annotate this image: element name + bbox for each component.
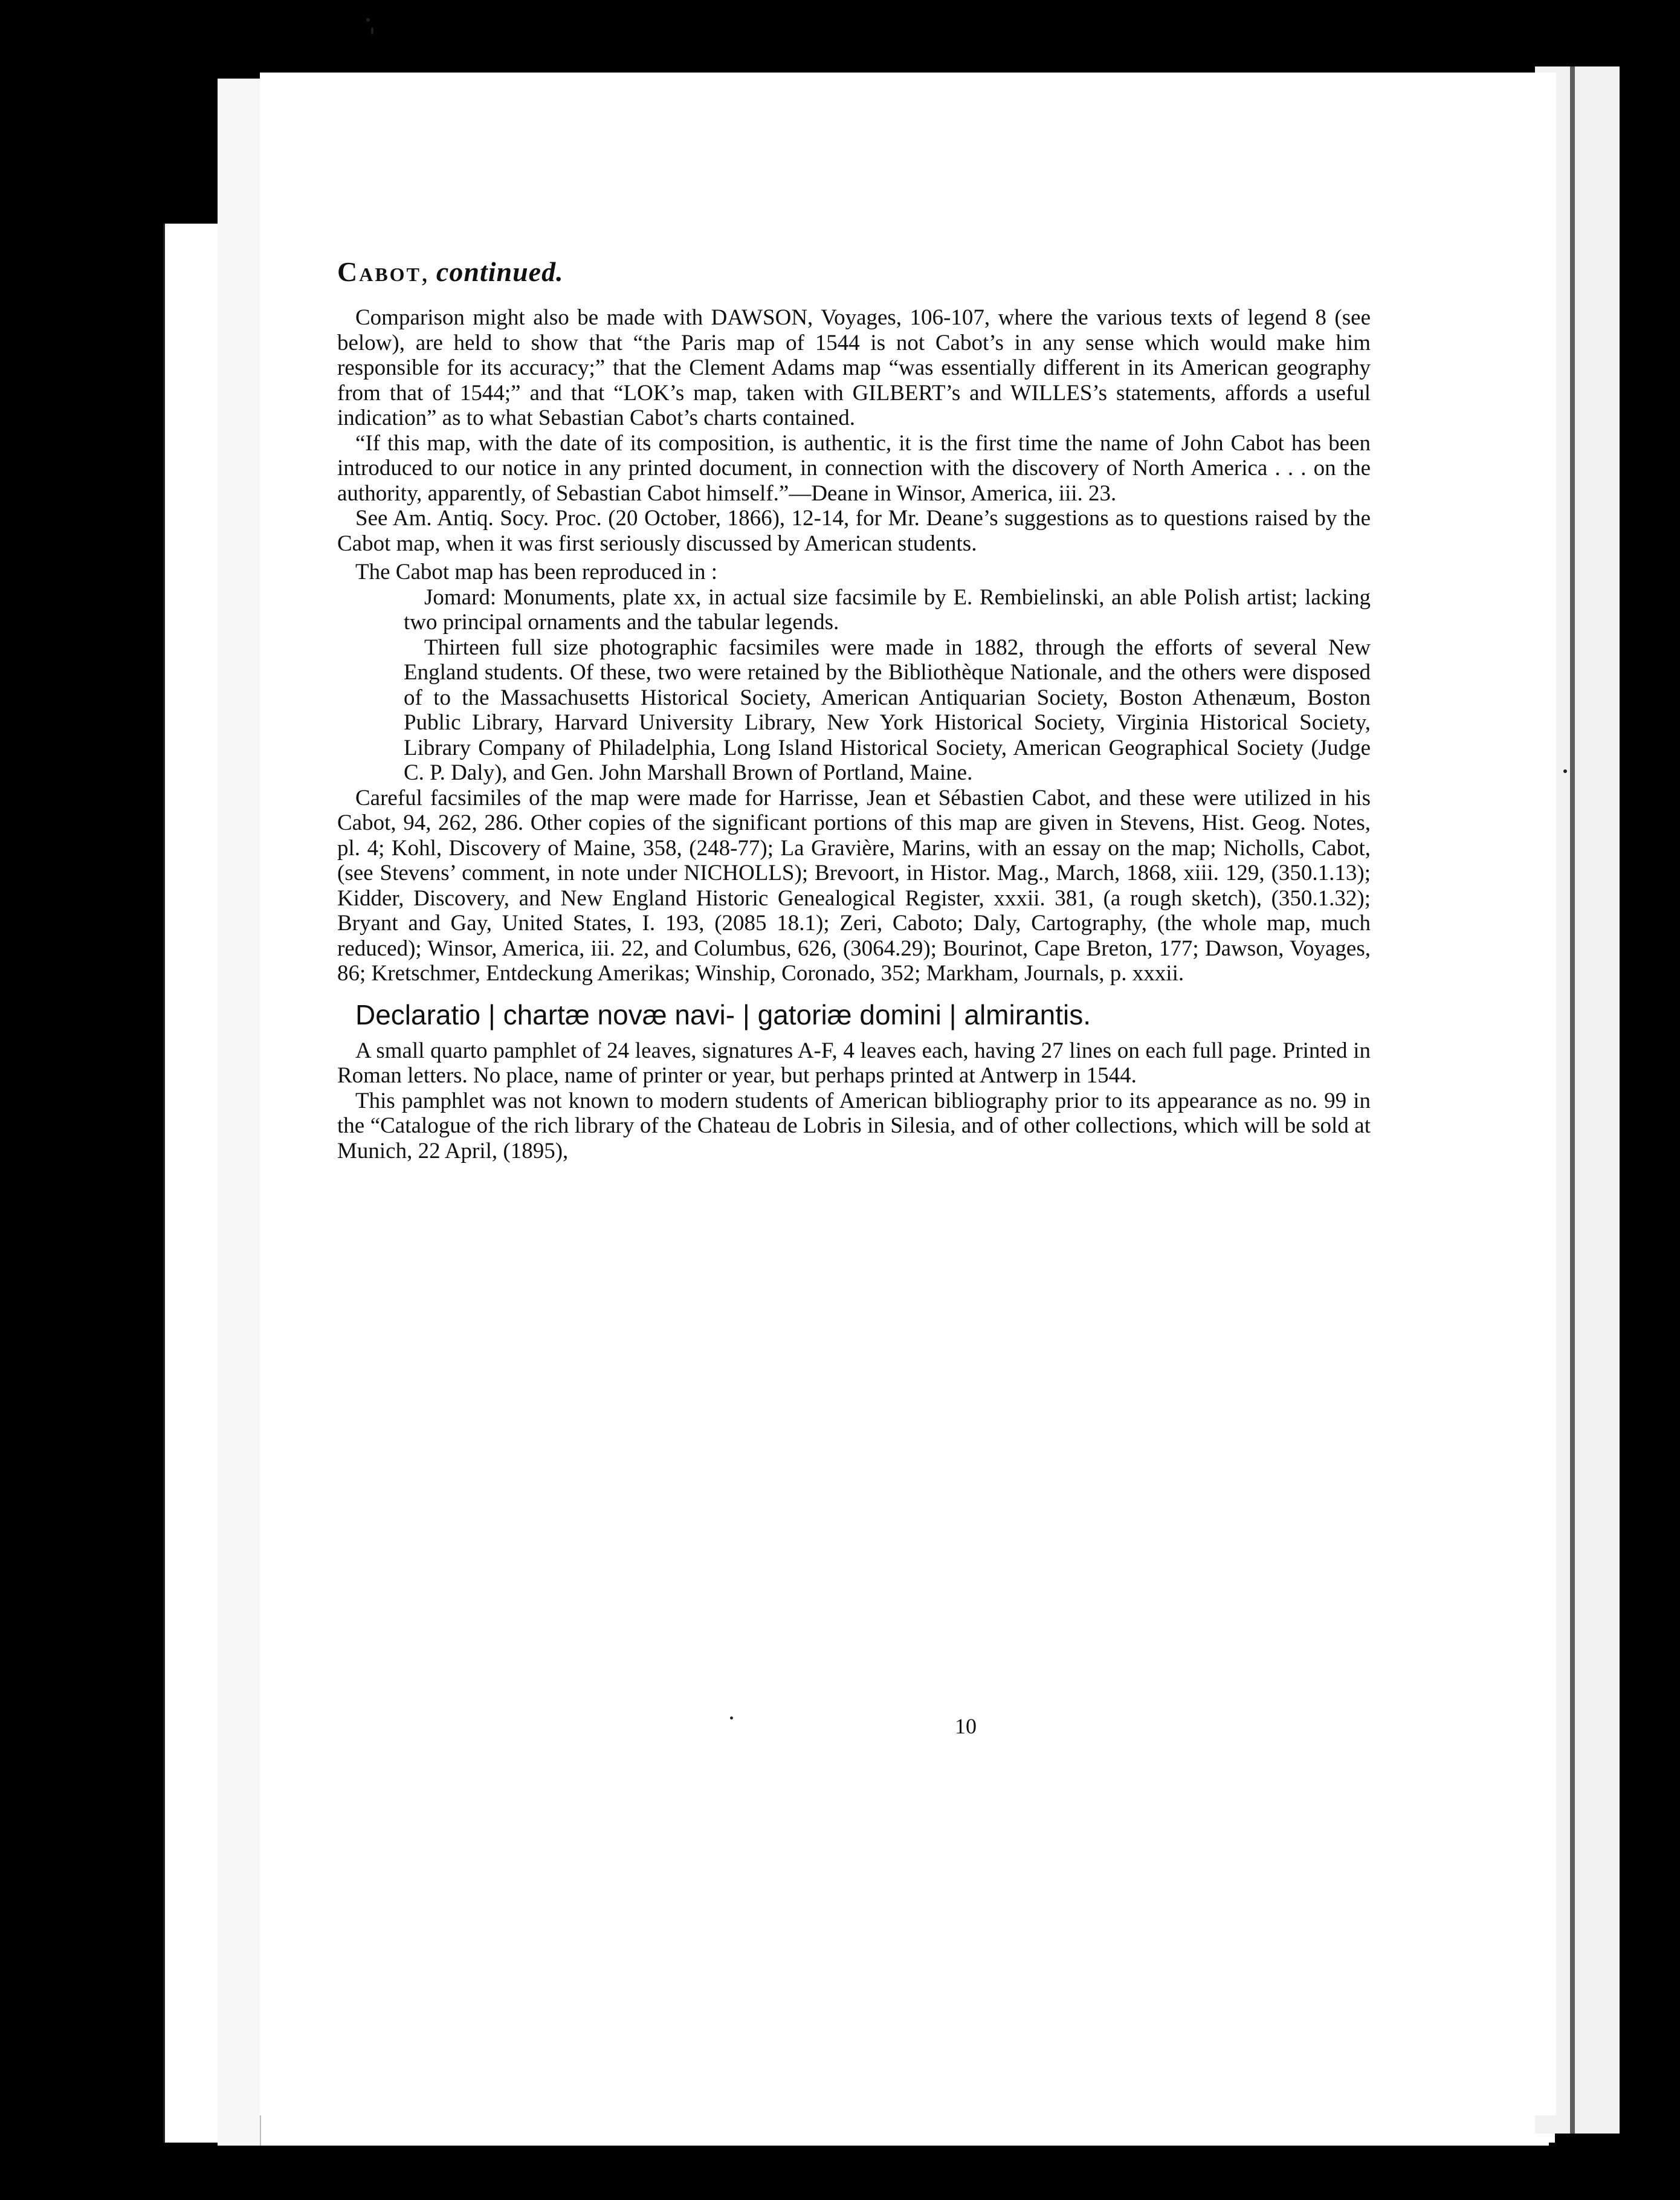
paragraph-reproduced-lead: The Cabot map has been reproduced in :	[355, 560, 717, 584]
scan-speck	[366, 18, 370, 22]
paragraph-thirteen-facsimiles: Thirteen full size photographic facsimiles were made in 1882, through the efforts of several New England students. Of these, two were retained by the Bibliothèque Nationale, and the others were disposed of to the Massachusetts Historical Society, American Antiquarian Society, Boston Athenæum, Boston Public Library, Harvard University Library, New York Historical Society, Virginia Historical Society, Library Company of Philadelphia, Long Island Historical Society, American Geographical Society (Judge C. P. Daly), and Gen. John Marshall Brown of Portland, Maine.	[404, 635, 1371, 785]
reproductions-list	[337, 585, 1371, 786]
scan-speck	[730, 1716, 733, 1720]
entry-title: Declaratio | chartæ novæ navi- | gatoriæ domini | almirantis.	[355, 998, 1091, 1030]
paragraph-am-antiq: See Am. Antiq. Socy. Proc. (20 October, 1866), 12-14, for Mr. Deane’s suggestions as to questions raised by the Cabot map, when it was first seriously discussed by American students.	[337, 506, 1371, 556]
paragraph-pamphlet-history: This pamphlet was not known to modern students of American bibliography prior to its appearance as no. 99 in the “Catalogue of the rich library of the Chateau de Lobris in Silesia, and of other collections, which will be sold at Munich, 22 April, (1895),	[337, 1088, 1371, 1163]
heading-suffix: continued.	[436, 256, 564, 287]
paragraph-dawson: Comparison might also be made with DAWSON, Voyages, 106-107, where the various texts of legend 8 (see below), are held to show that “the Paris map of 1544 is not Cabot’s in any sense which would make him responsible for its accuracy;” that the Clement Adams map “was essentially different in its American geography from that of 1544;” and that “LOK’s map, taken with GILBERT’s and WILLES’s statements, affords a useful indication” as to what Sebastian Cabot’s charts contained.	[337, 305, 1371, 430]
page-number: 10	[955, 1714, 977, 1738]
paragraph-deane-quote: “If this map, with the date of its composition, is authentic, it is the first time the name of John Cabot has been introduced to our notice in any printed document, in connection with the discovery of North America . . . on the authority, apparently, of Sebastian Cabot himself.”—Deane in Winsor, America, iii. 23.	[337, 430, 1371, 506]
page-text	[337, 257, 1371, 1163]
page-fold-margin	[218, 79, 261, 2146]
scan-speck	[371, 27, 373, 34]
paragraph-careful-facsimiles: Careful facsimiles of the map were made for Harrisse, Jean et Sébastien Cabot, and these were utilized in his Cabot, 94, 262, 286. Other copies of the significant portions of this map are given in Stevens, Hist. Geog. Notes, pl. 4; Kohl, Discovery of Maine, 358, (248-77); La Gravière, Marins, with an essay on the map; Nicholls, Cabot, (see Stevens’ comment, in note under NICHOLLS); Brevoort, in Histor. Mag., March, 1868, xiii. 129, (350.1.13); Kidder, Discovery, and New England Historic Genealogical Register, xxxii. 381, (a rough sketch), (350.1.32); Bryant and Gay, United States, I. 193, (2085 18.1); Zeri, Caboto; Daly, Cartography, (the whole map, much reduced); Winsor, America, iii. 22, and Columbus, 626, (3064.29); Bourinot, Cape Breton, 177; Dawson, Voyages, 86; Kretschmer, Entdeckung Amerikas; Winship, Coronado, 352; Markham, Journals, p. xxxii.	[337, 785, 1371, 986]
binding-shadow	[1570, 66, 1575, 2134]
heading-name: Cabot	[337, 256, 421, 287]
scan-speck	[1563, 769, 1567, 773]
paragraph-jomard: Jomard: Monuments, plate xx, in actual size facsimile by E. Rembielinski, an able Polish artist; lacking two principal ornaments and the tabular legends.	[404, 584, 1371, 635]
section-heading: Cabot, continued.	[337, 256, 564, 287]
paragraph-quarto-description: A small quarto pamphlet of 24 leaves, signatures A-F, 4 leaves each, having 27 lines on each full page. Printed in Roman letters. No place, name of printer or year, but perhaps printed at Antwerp in 1544.	[337, 1038, 1371, 1088]
